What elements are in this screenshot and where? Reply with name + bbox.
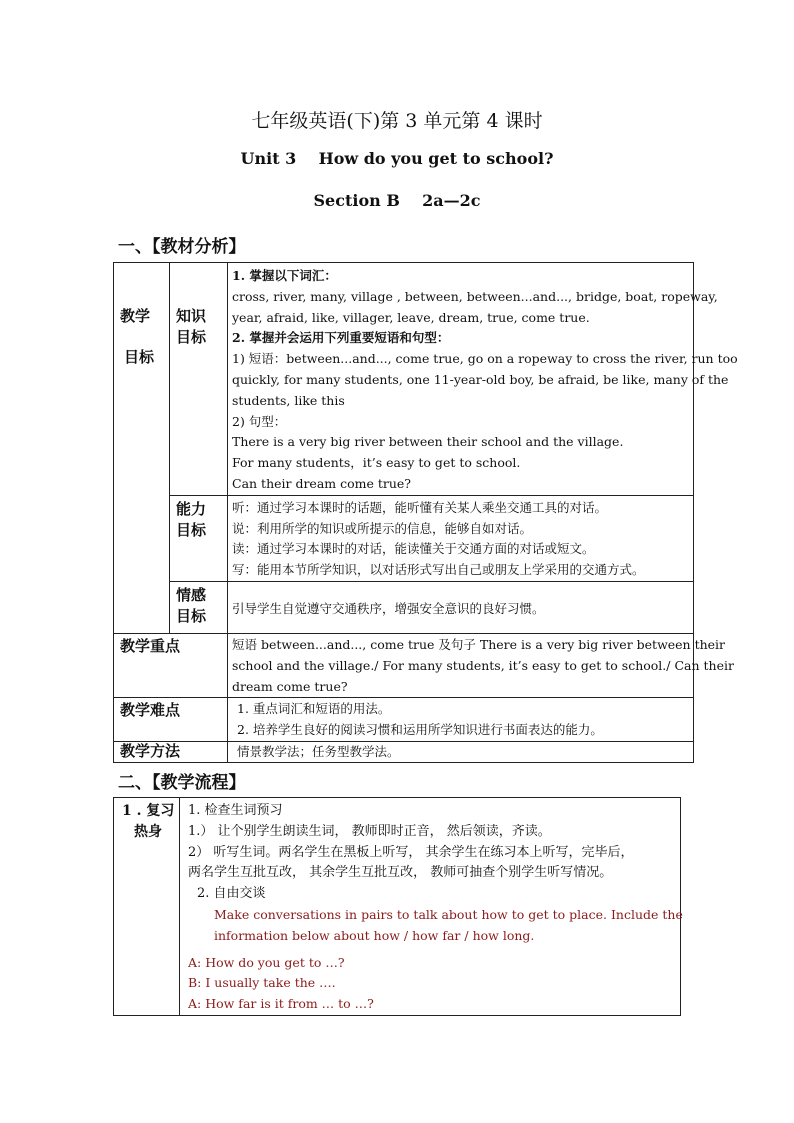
emotion-content-cell [228, 581, 694, 633]
talk-heading: 2. 自由交谈 [197, 886, 266, 902]
dialog-line: A: How far is it from … to …? [188, 996, 374, 1012]
sentences-heading: 2) 句型： [232, 413, 287, 429]
knowledge-label-line1: 知识 [176, 307, 207, 325]
unit-title: Unit 3 How do you get to school? [240, 149, 554, 168]
vocab-line: year, afraid, like, villager, leave, dream, true, come true. [232, 309, 590, 325]
lesson-title: 七年级英语(下)第 3 单元第 4 课时 [251, 110, 543, 132]
key-points-content-cell [228, 633, 734, 697]
knowledge-content-cell [228, 263, 738, 496]
emotion-label-line2: 目标 [176, 606, 207, 625]
phrases-line: students, like this [232, 392, 345, 408]
sentence-line: Can their dream come true? [232, 475, 412, 491]
phrases-line: 1) 短语：between...and..., come true, go on a ropeway to cross the river, run too [232, 351, 738, 367]
key-points-line: 短语 between...and..., come true 及句子 There is a very big river between their [232, 636, 726, 652]
ability-content-cell [228, 495, 694, 581]
emotion-label-cell [170, 581, 228, 633]
ability-label-line2: 目标 [176, 520, 207, 539]
ability-read: 读：通过学习本课时的对话，能读懂关于交通方面的对话或短文。 [232, 541, 595, 557]
goal-label-line2: 目标 [124, 348, 155, 366]
dialog-line: A: How do you get to …? [188, 954, 345, 970]
talk-instruction: Make conversations in pairs to talk about how to get to place. Include the [214, 906, 683, 922]
knowledge-label-cell [170, 263, 228, 496]
section-title: Section B 2a—2c [313, 191, 481, 210]
emotion-text: 引导学生自觉遵守交通秩序，增强安全意识的良好习惯。 [232, 600, 545, 616]
dialog-line: B: I usually take the …. [188, 975, 336, 991]
vocab-heading: 1. 掌握以下词汇： [232, 268, 337, 283]
step-content-cell [180, 798, 681, 1016]
ability-label-line1: 能力 [176, 499, 207, 518]
methods-label-cell [114, 742, 228, 763]
check-heading-text: 1. 检查生词预习 [188, 803, 283, 818]
sentence-line: For many students，it’s easy to get to school. [232, 455, 521, 471]
difficulty-item: 1. 重点词汇和短语的用法。 [237, 701, 391, 717]
difficulties-content-cell [228, 698, 694, 742]
process-table [113, 797, 681, 1016]
key-points-label-cell [114, 633, 228, 697]
knowledge-label-line2: 目标 [176, 328, 207, 346]
ability-listen: 听：通过学习本课时的话题，能听懂有关某人乘坐交通工具的对话。 [232, 499, 608, 515]
section2-heading: 二、【教学流程】 [118, 773, 246, 793]
section1-heading: 一、【教材分析】 [118, 237, 246, 257]
check-item: 1.） 让个别学生朗读生词， 教师即时正音， 然后领读，齐读。 [188, 823, 551, 839]
key-points-label: 教学重点 [120, 636, 181, 655]
difficulties-label-cell [114, 698, 228, 742]
step-label-cell [114, 798, 180, 1016]
key-points-line: school and the village./ For many students, it’s easy to get to school./ Can their [232, 657, 734, 673]
emotion-label-line1: 情感 [176, 585, 207, 604]
ability-speak: 说：利用所学的知识或所提示的信息，能够自如对话。 [232, 520, 533, 536]
analysis-table [113, 262, 738, 763]
phrases-line: quickly, for many students, one 11-year-old boy, be afraid, be like, many of the [232, 371, 729, 387]
ability-write: 写：能用本节所学知识，以对话形式写出自己或朋友上学采用的交通方式。 [232, 562, 645, 578]
check-item: 2） 听写生词。两名学生在黑板上听写， 其余学生在练习本上听写，完毕后， [188, 844, 634, 860]
methods-label: 教学方法 [120, 742, 181, 761]
methods-text: 情景教学法；任务型教学法。 [237, 744, 400, 760]
step-label-line1: 1 . 复习 [122, 803, 175, 819]
vocab-line: cross, river, many, village , between, between...and..., bridge, boat, ropeway, [232, 288, 718, 304]
check-item: 两名学生互批互改， 其余学生互批互改， 教师可抽查个别学生听写情况。 [188, 865, 613, 881]
methods-content-cell [228, 742, 694, 763]
ability-label-cell [170, 495, 228, 581]
step-label-line2: 热身 [134, 824, 162, 840]
difficulty-item: 2. 培养学生良好的阅读习惯和运用所学知识进行书面表达的能力。 [237, 722, 603, 738]
difficulties-label: 教学难点 [120, 701, 181, 720]
phrases-heading: 2. 掌握并会运用下列重要短语和句型： [232, 330, 450, 346]
key-points-line: dream come true? [232, 678, 348, 694]
goal-label-line1: 教学 [120, 307, 151, 325]
check-heading [188, 801, 676, 822]
goal-label-cell [114, 263, 170, 634]
sentence-line: There is a very big river between their school and the village. [232, 434, 624, 450]
talk-instruction: information below about how / how far / how long. [214, 927, 535, 943]
